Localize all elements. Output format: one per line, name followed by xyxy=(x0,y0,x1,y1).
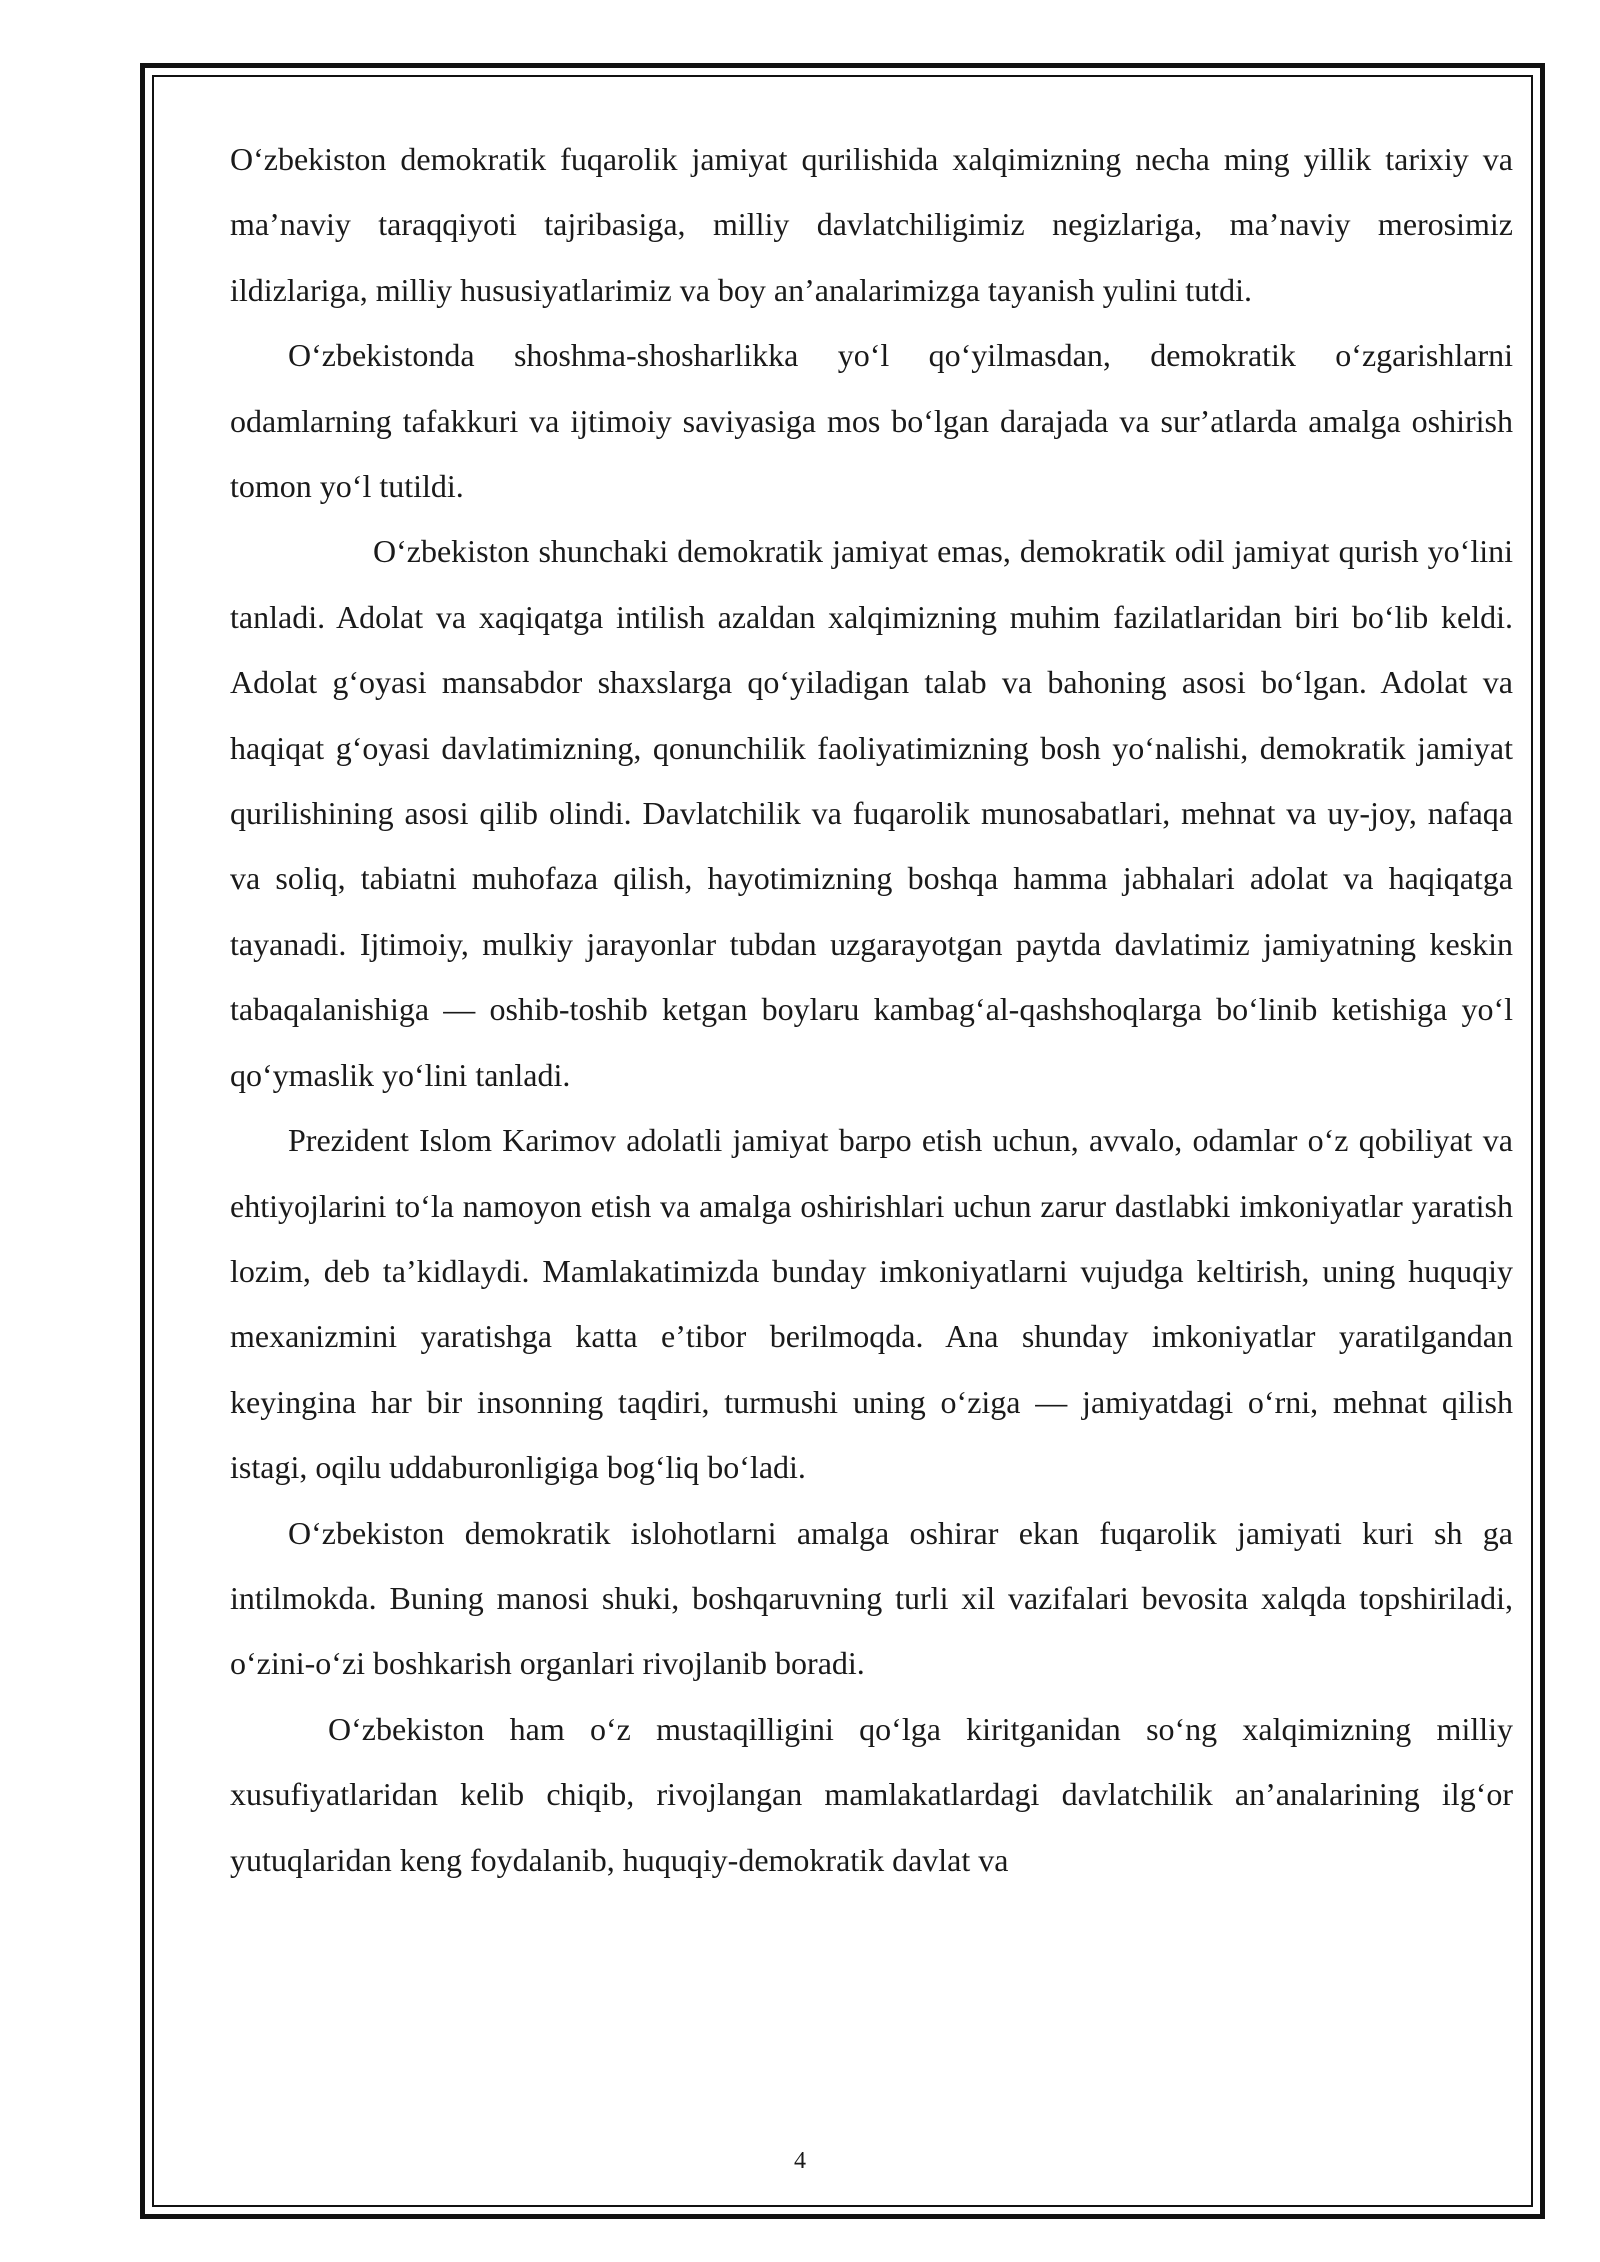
paragraph-1: Oʻzbekiston demokratik fuqarolik jamiyat qurilishida xalqimizning necha ming yillik tarixiy va maʼnaviy taraqqiyoti tajribasiga, milliy davlatchiligimiz negizlariga, maʼnaviy merosimiz ildizlariga, milliy hususiyatlarimiz va boy anʼanalarimizga tayanish yulini tutdi. xyxy=(230,141,1513,308)
paragraph-5: Oʻzbekiston demokratik islohotlarni amalga oshirar ekan fuqarolik jamiyati kuri sh ga intilmokda. Buning manosi shuki, boshqaruvning turli xil vazifalari bevosita xalqda topshiriladi, oʻzini-oʻzi boshkarish organlari rivojlanib boradi. xyxy=(230,1514,1513,1682)
paragraph-6: Oʻzbekiston ham oʻz mustaqilligini qoʻlga kiritganidan soʻng xalqimizning milliy xusufiyatlaridan kelib chiqib, rivojlangan mamlakatlardagi davlatchilik anʼanalarining ilgʻor yutuqlaridan keng foydalanib, huquqiy-demokratik davlat va xyxy=(230,1710,1513,1878)
document-body xyxy=(230,127,1513,1893)
paragraph-2: Oʻzbekistonda shoshma-shosharlikka yoʻl qoʻyilmasdan, demokratik oʻzgarishlarni odamlarning tafakkuri va ijtimoiy saviyasiga mos boʻlgan darajada va surʼatlarda amalga oshirish tomon yoʻl tutildi. xyxy=(230,337,1513,505)
page-number: 4 xyxy=(794,2148,806,2174)
paragraph-4: Prezident Islom Karimov adolatli jamiyat barpo etish uchun, avvalo, odamlar oʻz qobiliyat va ehtiyojlarini toʻla namoyon etish va amalga oshirishlari uchun zarur dastlabki imkoniyatlar yaratish lozim, deb taʼkidlaydi. Mamlakatimizda bunday imkoniyatlarni vujudga keltirish, uning huquqiy mexanizmini yaratishga katta eʼtibor berilmoqda. Ana shunday imkoniyatlar yaratilgandan keyingina har bir insonning taqdiri, turmushi uning oʻziga — jamiyatdagi oʻrni, mehnat qilish istagi, oqilu uddaburonligiga bogʻliq boʻladi. xyxy=(230,1122,1513,1486)
paragraph-3: Oʻzbekiston shunchaki demokratik jamiyat emas, demokratik odil jamiyat qurish yoʻlini tanladi. Adolat va xaqiqatga intilish azaldan xalqimizning muhim fazilatlaridan biri boʻlib keldi. Adolat gʻoyasi mansabdor shaxslarga qoʻyiladigan talab va bahoning asosi boʻlgan. Adolat va haqiqat gʻoyasi davlatimizning, qonunchilik faoliyatimizning bosh yoʻnalishi, demokratik jamiyat qurilishining asosi qilib olindi. Davlatchilik va fuqarolik munosabatlari, mehnat va uy-joy, nafaqa va soliq, tabiatni muhofaza qilish, hayotimizning boshqa hamma jabhalari adolat va haqiqatga tayanadi. Ijtimoiy, mulkiy jarayonlar tubdan uzgarayotgan paytda davlatimiz jamiyatning keskin tabaqalanishiga — oshib-toshib ketgan boylaru kambagʻal-qashshoqlarga boʻlinib ketishiga yoʻl qoʻymaslik yoʻlini tanladi. xyxy=(230,533,1513,1093)
